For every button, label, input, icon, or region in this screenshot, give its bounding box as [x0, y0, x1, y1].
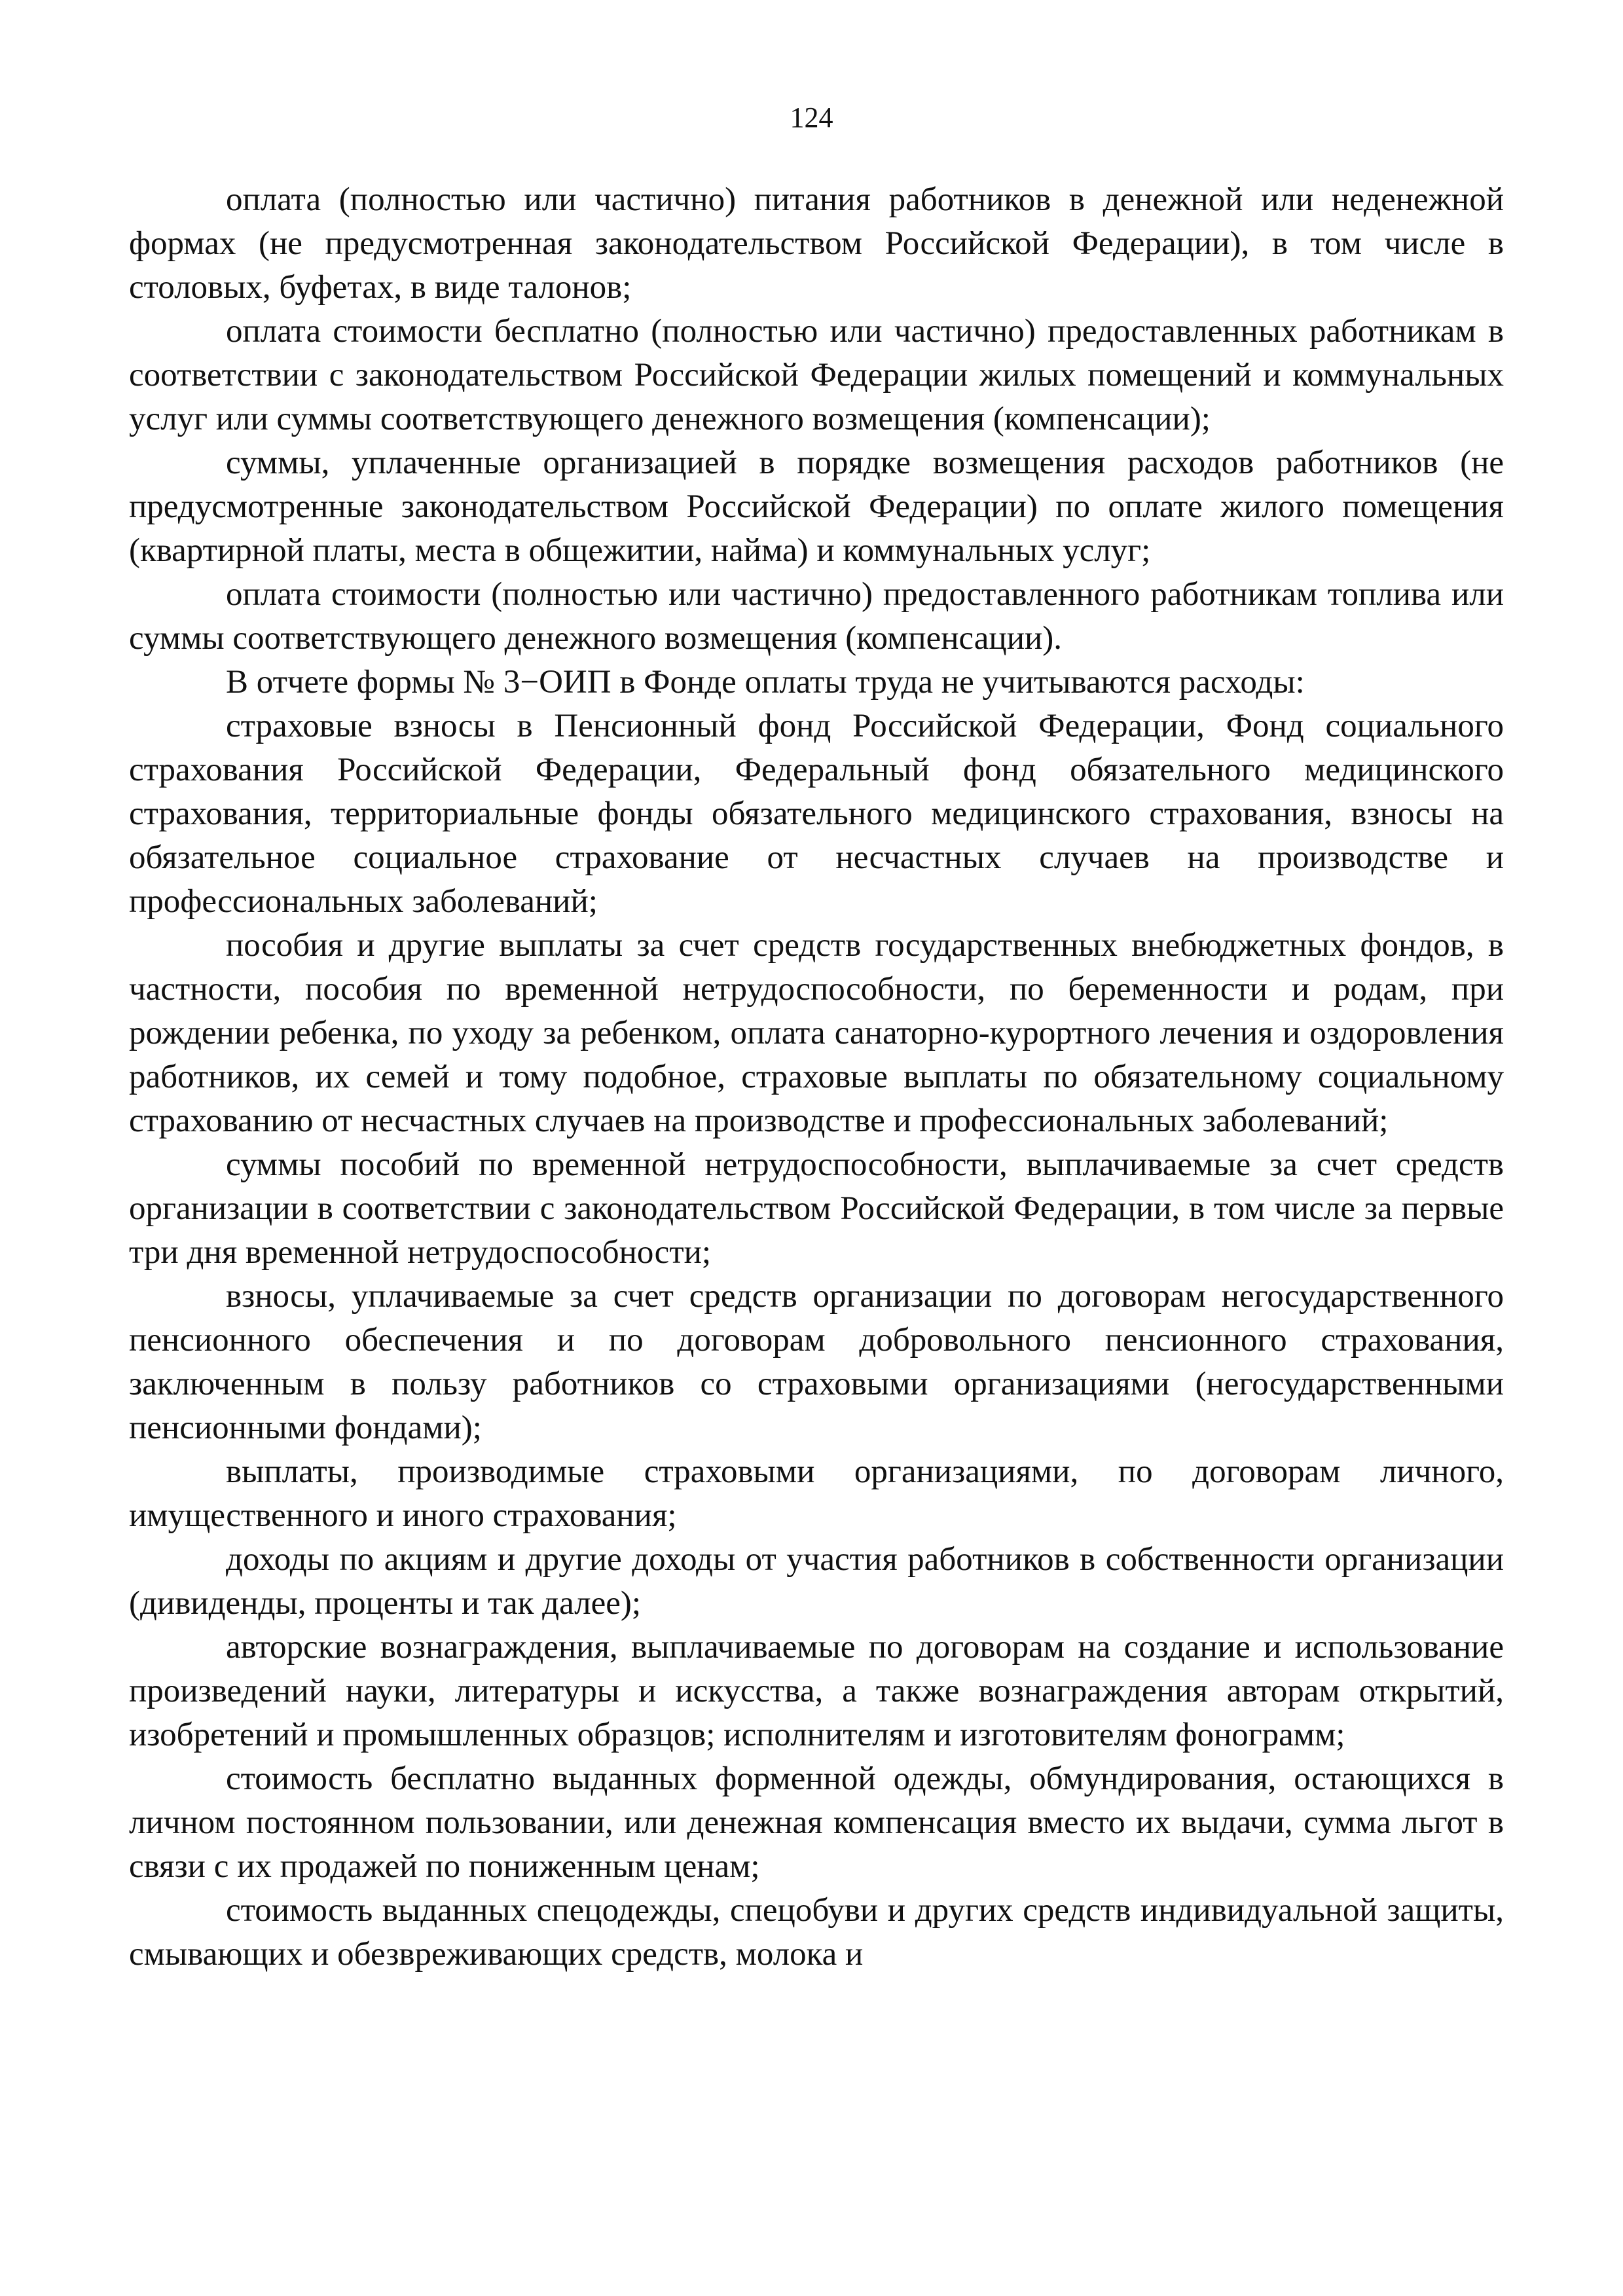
paragraph: взносы, уплачиваемые за счет средств организации по договорам негосударственного пенсионного обеспечения и по договорам добровольного пенсионного страхования, заключенным в пользу работников со страховыми организациями (негосударственными пенсионными фондами); [129, 1278, 1504, 1446]
paragraph: выплаты, производимые страховыми организациями, по договорам личного, имущественного и иного страхования; [129, 1453, 1504, 1534]
paragraph: стоимость бесплатно выданных форменной одежды, обмундирования, остающихся в личном постоянном пользовании, или денежная компенсация вместо их выдачи, сумма льгот в связи с их продажей по пониженным ценам; [129, 1760, 1504, 1885]
paragraph: суммы, уплаченные организацией в порядке возмещения расходов работников (не предусмотренные законодательством Российской Федерации) по оплате жилого помещения (квартирной платы, места в общежитии, найма) и коммунальных услуг; [129, 445, 1504, 569]
paragraph: авторские вознаграждения, выплачиваемые по договорам на создание и использование произведений науки, литературы и искусства, а также вознаграждения авторам открытий, изобретений и промышленных образцов; исполнителям и изготовителям фонограмм; [129, 1629, 1504, 1753]
paragraph: оплата (полностью или частично) питания работников в денежной или неденежной формах (не предусмотренная законодательством Российской Федерации), в том числе в столовых, буфетах, в виде талонов; [129, 181, 1504, 306]
page-number: 124 [790, 101, 833, 134]
paragraph: В отчете формы № 3−ОИП в Фонде оплаты труда не учитываются расходы: [226, 664, 1305, 701]
document-body [129, 178, 1504, 1977]
paragraph: доходы по акциям и другие доходы от участия работников в собственности организации (дивиденды, проценты и так далее); [129, 1541, 1504, 1622]
paragraph: стоимость выданных спецодежды, спецобуви и других средств индивидуальной защиты, смывающих и обезвреживающих средств, молока и [129, 1892, 1504, 1973]
paragraph: оплата стоимости бесплатно (полностью или частично) предоставленных работникам в соответствии с законодательством Российской Федерации жилых помещений и коммунальных услуг или суммы соответствующего денежного возмещения (компенсации); [129, 313, 1504, 437]
paragraph: пособия и другие выплаты за счет средств государственных внебюджетных фондов, в частности, пособия по временной нетрудоспособности, по беременности и родам, при рождении ребенка, по уходу за ребенком, оплата санаторно-курортного лечения и оздоровления работников, их семей и тому подобное, страховые выплаты по обязательному социальному страхованию от несчастных случаев на производстве и профессиональных заболеваний; [129, 927, 1504, 1139]
paragraph: суммы пособий по временной нетрудоспособности, выплачиваемые за счет средств организации в соответствии с законодательством Российской Федерации, в том числе за первые три дня временной нетрудоспособности; [129, 1146, 1504, 1271]
paragraph: страховые взносы в Пенсионный фонд Российской Федерации, Фонд социального страхования Российской Федерации, Федеральный фонд обязательного медицинского страхования, территориальные фонды обязательного медицинского страхования, взносы на обязательное социальное страхование от несчастных случаев на производстве и профессиональных заболеваний; [129, 708, 1504, 920]
paragraph: оплата стоимости (полностью или частично) предоставленного работникам топлива или суммы соответствующего денежного возмещения (компенсации). [129, 576, 1504, 657]
